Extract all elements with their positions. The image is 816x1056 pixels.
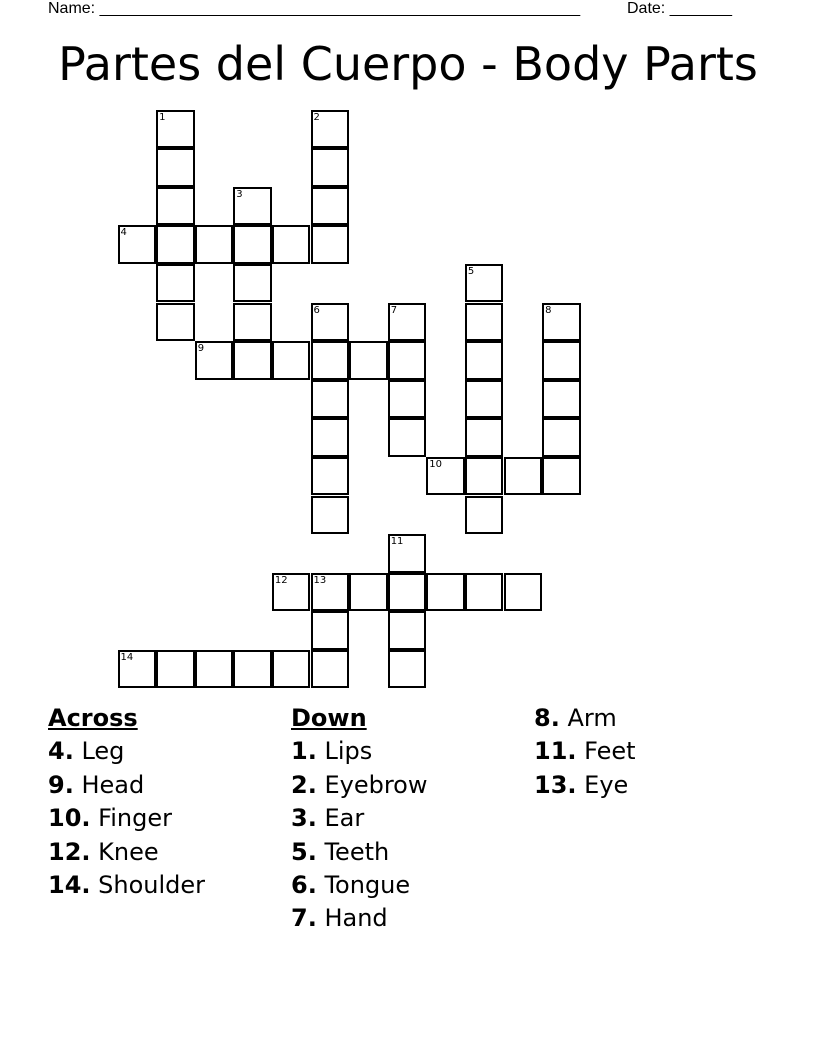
grid-cell[interactable] — [118, 650, 157, 689]
grid-cell[interactable] — [311, 110, 350, 149]
clue-down-11 — [534, 735, 636, 768]
clue-text: Arm — [567, 704, 617, 732]
grid-cell[interactable] — [388, 611, 427, 650]
clue-text: Ear — [324, 804, 365, 833]
name-line: Name: ______________________________________________________ — [48, 0, 581, 17]
clue-down-2 — [291, 769, 428, 802]
grid-cell[interactable] — [156, 187, 195, 226]
grid-cell[interactable] — [311, 225, 350, 264]
grid-cell[interactable] — [388, 303, 427, 342]
grid-cell[interactable] — [465, 496, 504, 535]
clue-down-5 — [291, 836, 428, 869]
grid-cell[interactable] — [388, 418, 427, 457]
grid-cell[interactable] — [388, 380, 427, 419]
clue-text: Eye — [584, 770, 629, 799]
grid-cell[interactable] — [311, 187, 350, 226]
date-line: Date: _______ — [627, 0, 732, 17]
cell-number: 7 — [390, 304, 398, 316]
cell-number: 10 — [429, 458, 443, 470]
grid-cell[interactable] — [272, 341, 311, 380]
clue-down-6 — [291, 869, 428, 902]
grid-cell[interactable] — [311, 418, 350, 457]
cell-number: 8 — [545, 304, 552, 316]
grid-cell[interactable] — [388, 341, 427, 380]
cell-number: 13 — [313, 574, 327, 586]
clue-number: 7. — [291, 904, 317, 933]
down-clues — [291, 702, 428, 936]
grid-cell[interactable] — [426, 457, 465, 496]
grid-cell[interactable] — [542, 380, 581, 419]
clue-down-13 — [534, 769, 636, 802]
grid-cell[interactable] — [311, 496, 350, 535]
grid-cell[interactable] — [156, 148, 195, 187]
clue-text: Lips — [324, 737, 373, 766]
grid-cell[interactable] — [272, 573, 311, 612]
clue-number: 10. — [48, 804, 91, 833]
grid-cell[interactable] — [311, 611, 350, 650]
clue-text: Feet — [584, 737, 636, 766]
grid-cell[interactable] — [311, 573, 350, 612]
grid-cell[interactable] — [311, 303, 350, 342]
clue-across-14 — [48, 869, 205, 902]
clue-across-4 — [48, 735, 205, 768]
across-heading: Across — [48, 704, 138, 732]
grid-cell[interactable] — [233, 225, 272, 264]
clue-text: Head — [81, 770, 145, 799]
clue-down-1 — [291, 735, 428, 768]
clue-number: 8. — [534, 704, 560, 732]
clue-number: 2. — [291, 770, 317, 799]
clue-number: 6. — [291, 871, 317, 900]
clue-text: Shoulder — [98, 871, 206, 900]
grid-cell[interactable] — [388, 650, 427, 689]
grid-cell[interactable] — [388, 573, 427, 612]
grid-cell[interactable] — [272, 225, 311, 264]
grid-cell[interactable] — [388, 534, 427, 573]
clue-text: Leg — [81, 737, 125, 766]
grid-cell[interactable] — [233, 303, 272, 342]
clue-text: Tongue — [324, 871, 411, 900]
clue-down-3 — [291, 802, 428, 835]
clue-number: 5. — [291, 837, 317, 866]
grid-cell[interactable] — [465, 380, 504, 419]
grid-cell[interactable] — [311, 341, 350, 380]
grid-cell[interactable] — [156, 110, 195, 149]
cell-number: 4 — [120, 227, 127, 239]
grid-cell[interactable] — [233, 341, 272, 380]
clue-number: 3. — [291, 804, 317, 833]
clue-number: 13. — [534, 770, 577, 799]
clue-number: 11. — [534, 737, 577, 766]
clue-across-9 — [48, 769, 205, 802]
grid-cell[interactable] — [542, 341, 581, 380]
grid-cell[interactable] — [465, 418, 504, 457]
cell-number: 11 — [390, 536, 404, 548]
grid-cell[interactable] — [156, 225, 195, 264]
clue-across-10 — [48, 802, 205, 835]
grid-cell[interactable] — [542, 418, 581, 457]
cell-number: 6 — [313, 304, 320, 316]
grid-cell[interactable] — [233, 264, 272, 303]
grid-cell[interactable] — [311, 457, 350, 496]
down-clues-continued — [534, 702, 636, 802]
clue-down-8 — [534, 702, 636, 735]
grid-cell[interactable] — [195, 341, 234, 380]
grid-cell[interactable] — [118, 225, 157, 264]
grid-cell[interactable] — [311, 650, 350, 689]
cell-number: 5 — [467, 265, 475, 277]
grid-cell[interactable] — [195, 650, 234, 689]
grid-cell[interactable] — [233, 650, 272, 689]
down-heading: Down — [291, 704, 367, 732]
clue-number: 14. — [48, 871, 91, 900]
clue-text: Teeth — [324, 837, 390, 866]
grid-cell[interactable] — [542, 303, 581, 342]
grid-cell[interactable] — [504, 457, 543, 496]
grid-cell[interactable] — [465, 341, 504, 380]
clue-text: Knee — [98, 837, 159, 866]
grid-cell[interactable] — [233, 187, 272, 226]
clue-number: 9. — [48, 770, 74, 799]
grid-cell[interactable] — [465, 264, 504, 303]
clue-down-7 — [291, 902, 428, 935]
cell-number: 14 — [120, 651, 134, 663]
grid-cell[interactable] — [504, 573, 543, 612]
cell-number: 3 — [236, 188, 243, 200]
across-clues — [48, 702, 205, 902]
clue-number: 4. — [48, 737, 74, 766]
clue-text: Finger — [98, 804, 172, 833]
grid-cell[interactable] — [465, 303, 504, 342]
clue-across-12 — [48, 836, 205, 869]
clue-number: 12. — [48, 837, 91, 866]
cell-number: 9 — [197, 343, 205, 355]
grid-cell[interactable] — [465, 573, 504, 612]
grid-cell[interactable] — [311, 148, 350, 187]
cell-number: 1 — [159, 111, 166, 123]
clue-text: Hand — [324, 904, 388, 933]
cell-number: 2 — [313, 111, 320, 123]
clue-number: 1. — [291, 737, 317, 766]
grid-cell[interactable] — [156, 650, 195, 689]
grid-cell[interactable] — [272, 650, 311, 689]
grid-cell[interactable] — [465, 457, 504, 496]
grid-cell[interactable] — [542, 457, 581, 496]
grid-cell[interactable] — [195, 225, 234, 264]
grid-cell[interactable] — [349, 341, 388, 380]
grid-cell[interactable] — [349, 573, 388, 612]
cell-number: 12 — [274, 574, 288, 586]
grid-cell[interactable] — [156, 264, 195, 303]
clue-text: Eyebrow — [324, 770, 428, 799]
grid-cell[interactable] — [426, 573, 465, 612]
page-title: Partes del Cuerpo - Body Parts — [58, 37, 758, 91]
grid-cell[interactable] — [156, 303, 195, 342]
grid-cell[interactable] — [311, 380, 350, 419]
